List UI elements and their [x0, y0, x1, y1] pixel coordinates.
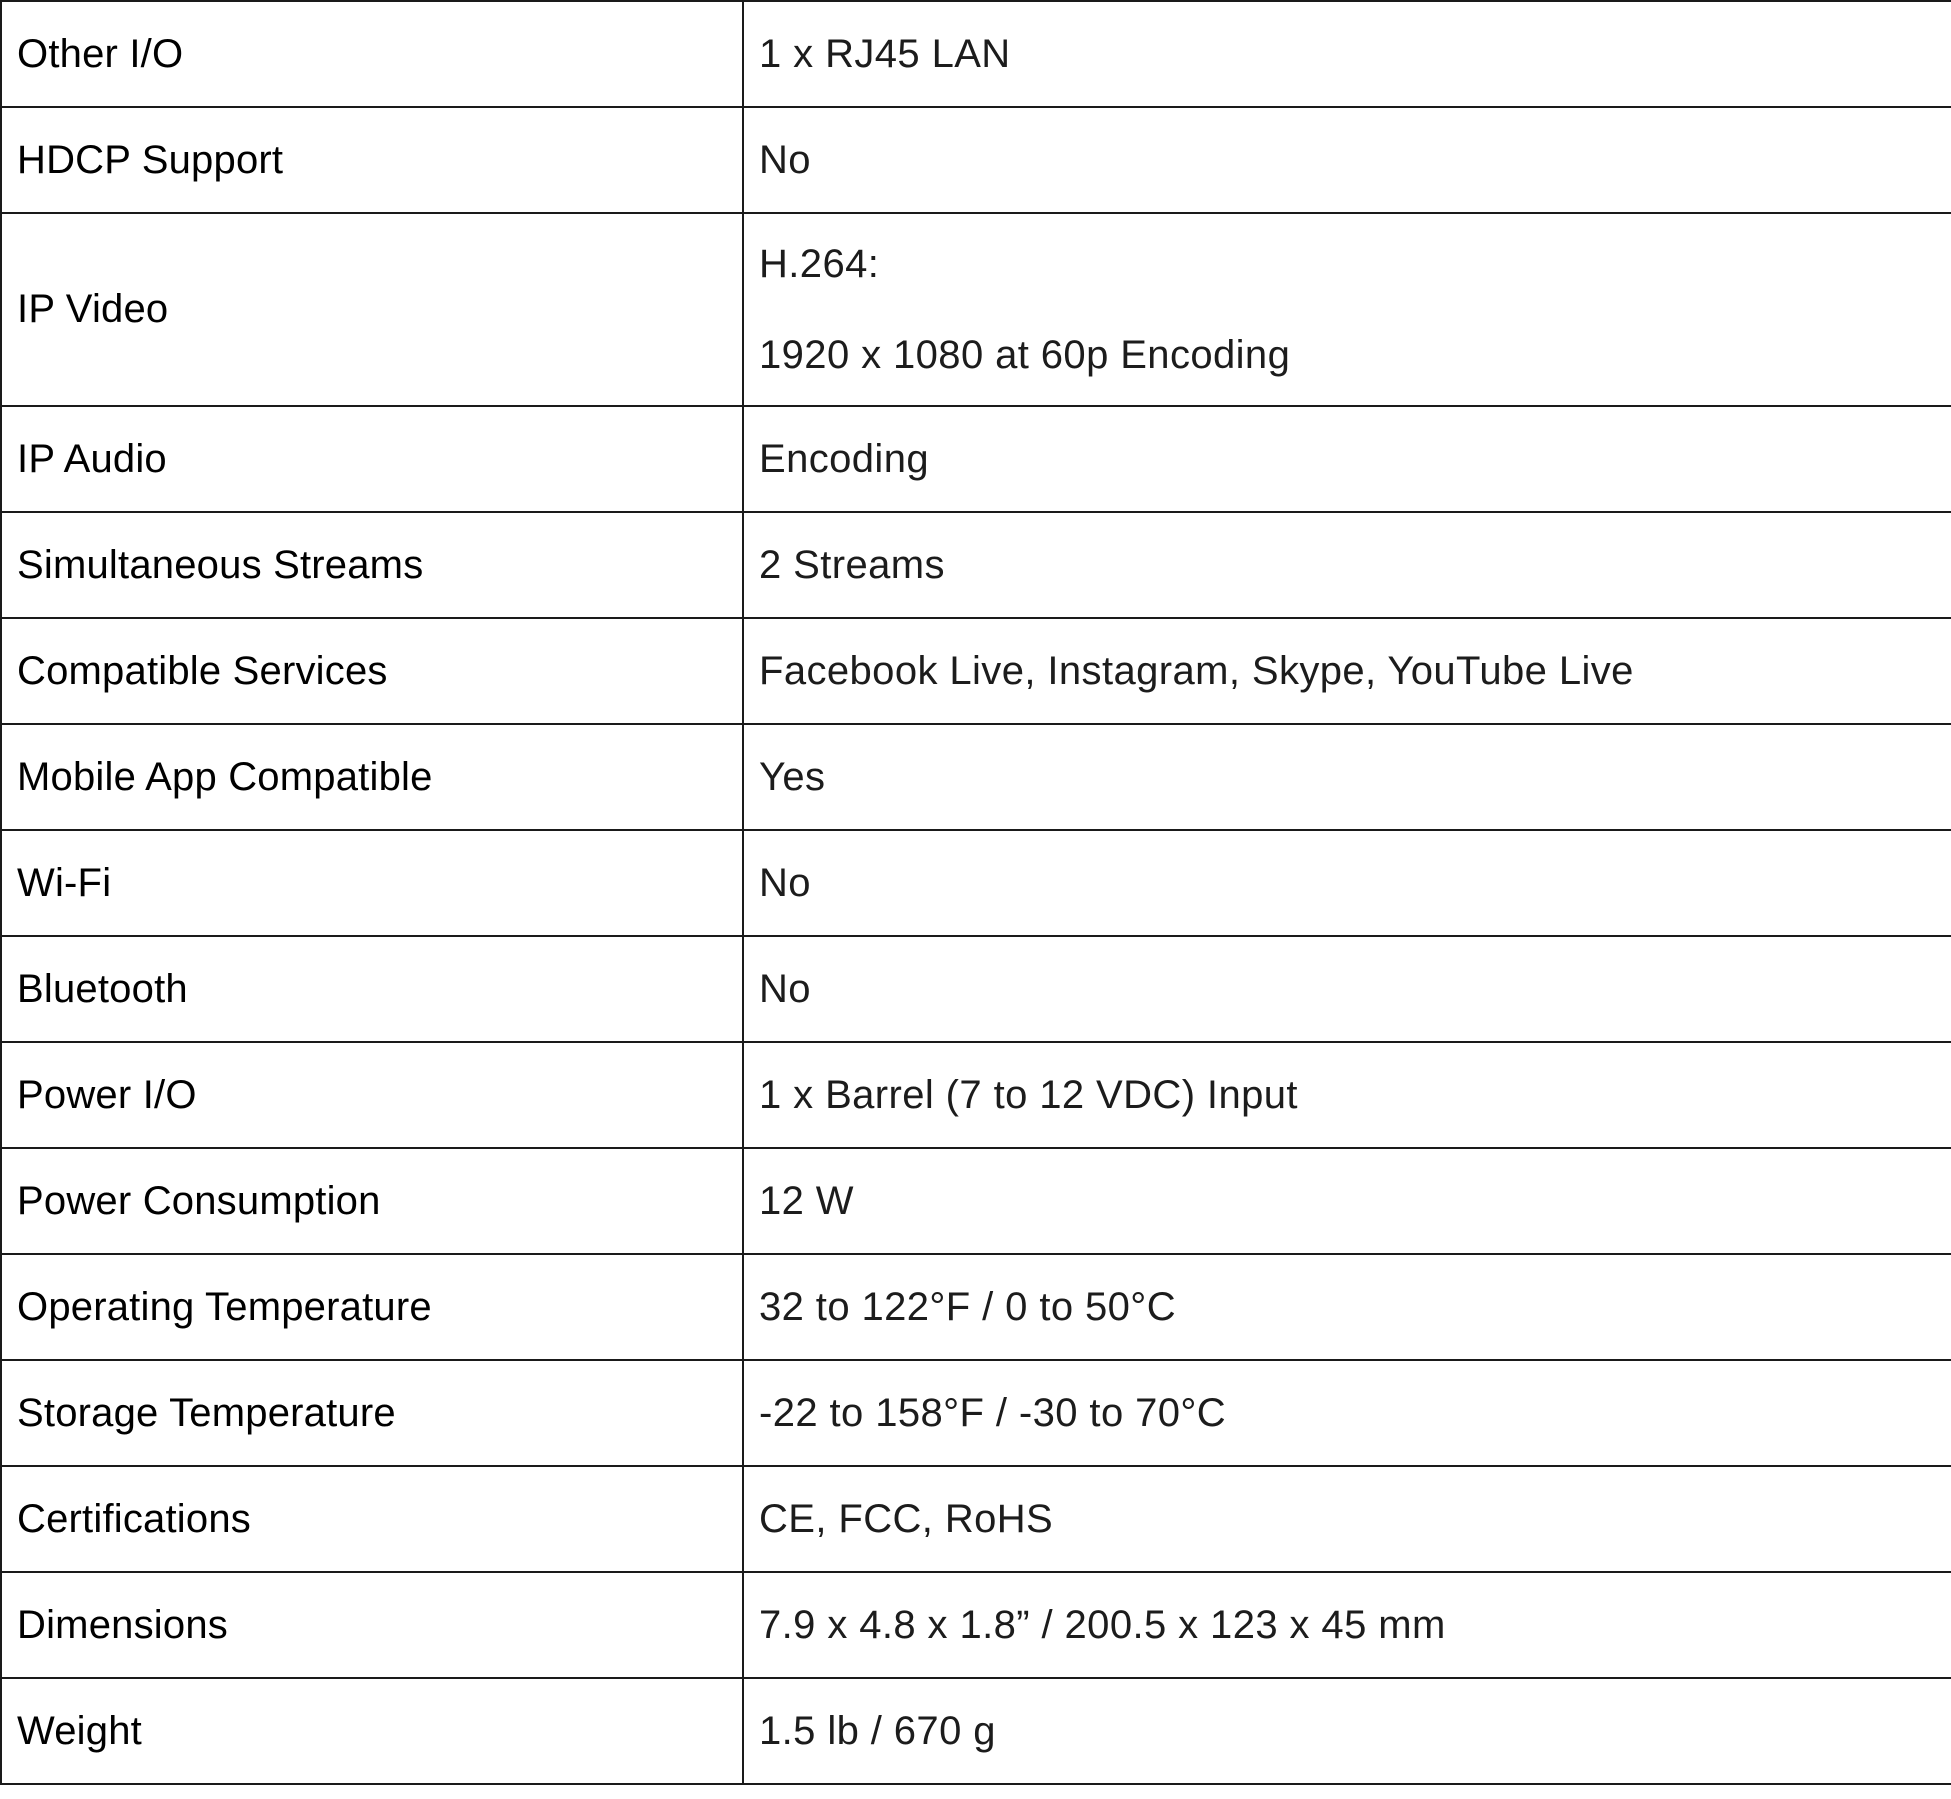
spec-value-line: 12 W — [759, 1178, 854, 1223]
table-row — [1, 1042, 1951, 1148]
spec-value — [743, 1, 1951, 107]
spec-value — [743, 107, 1951, 213]
spec-value-line: 2 Streams — [759, 542, 945, 587]
spec-value-line: No — [759, 860, 811, 905]
spec-value-line: -22 to 158°F / -30 to 70°C — [759, 1390, 1227, 1435]
spec-value-line: Yes — [759, 754, 826, 799]
spec-label: Power Consumption — [1, 1148, 743, 1254]
table-row — [1, 213, 1951, 406]
spec-value — [743, 406, 1951, 512]
spec-value — [743, 1466, 1951, 1572]
spec-value — [743, 1572, 1951, 1678]
table-row — [1, 107, 1951, 213]
spec-value-line: No — [759, 137, 811, 182]
spec-label: Bluetooth — [1, 936, 743, 1042]
table-row — [1, 1254, 1951, 1360]
spec-label: HDCP Support — [1, 107, 743, 213]
spec-value — [743, 213, 1951, 406]
spec-label: Power I/O — [1, 1042, 743, 1148]
spec-value — [743, 512, 1951, 618]
spec-value-line: 1 x RJ45 LAN — [759, 31, 1011, 76]
table-row — [1, 406, 1951, 512]
spec-value — [743, 724, 1951, 830]
spec-label: Mobile App Compatible — [1, 724, 743, 830]
spec-value — [743, 618, 1951, 724]
spec-label: Wi-Fi — [1, 830, 743, 936]
spec-value — [743, 830, 1951, 936]
spec-value-line: 32 to 122°F / 0 to 50°C — [759, 1284, 1176, 1329]
table-row — [1, 1360, 1951, 1466]
spec-label: IP Audio — [1, 406, 743, 512]
table-row — [1, 1678, 1951, 1784]
spec-value — [743, 1678, 1951, 1784]
spec-label: Other I/O — [1, 1, 743, 107]
table-row — [1, 512, 1951, 618]
table-row — [1, 724, 1951, 830]
table-row — [1, 936, 1951, 1042]
spec-value — [743, 1148, 1951, 1254]
spec-value-line: 7.9 x 4.8 x 1.8” / 200.5 x 123 x 45 mm — [759, 1602, 1446, 1647]
spec-value-line: Facebook Live, Instagram, Skype, YouTube Live — [759, 648, 1634, 693]
spec-label: IP Video — [1, 213, 743, 406]
spec-value-line: 1920 x 1080 at 60p Encoding — [759, 332, 1291, 377]
spec-value-line: CE, FCC, RoHS — [759, 1496, 1054, 1541]
table-row — [1, 618, 1951, 724]
spec-label: Storage Temperature — [1, 1360, 743, 1466]
spec-value-line: No — [759, 966, 811, 1011]
spec-value-line: Encoding — [759, 436, 929, 481]
table-row — [1, 1572, 1951, 1678]
spec-label: Compatible Services — [1, 618, 743, 724]
spec-label: Operating Temperature — [1, 1254, 743, 1360]
table-row — [1, 1466, 1951, 1572]
spec-value-line: H.264: — [759, 241, 880, 286]
spec-value — [743, 1042, 1951, 1148]
table-row — [1, 1, 1951, 107]
spec-value-line: 1 x Barrel (7 to 12 VDC) Input — [759, 1072, 1298, 1117]
spec-label: Simultaneous Streams — [1, 512, 743, 618]
spec-label: Weight — [1, 1678, 743, 1784]
spec-label: Dimensions — [1, 1572, 743, 1678]
spec-value — [743, 936, 1951, 1042]
spec-value-line: 1.5 lb / 670 g — [759, 1708, 996, 1753]
spec-value — [743, 1254, 1951, 1360]
spec-value — [743, 1360, 1951, 1466]
spec-label: Certifications — [1, 1466, 743, 1572]
table-row — [1, 1148, 1951, 1254]
table-row — [1, 830, 1951, 936]
